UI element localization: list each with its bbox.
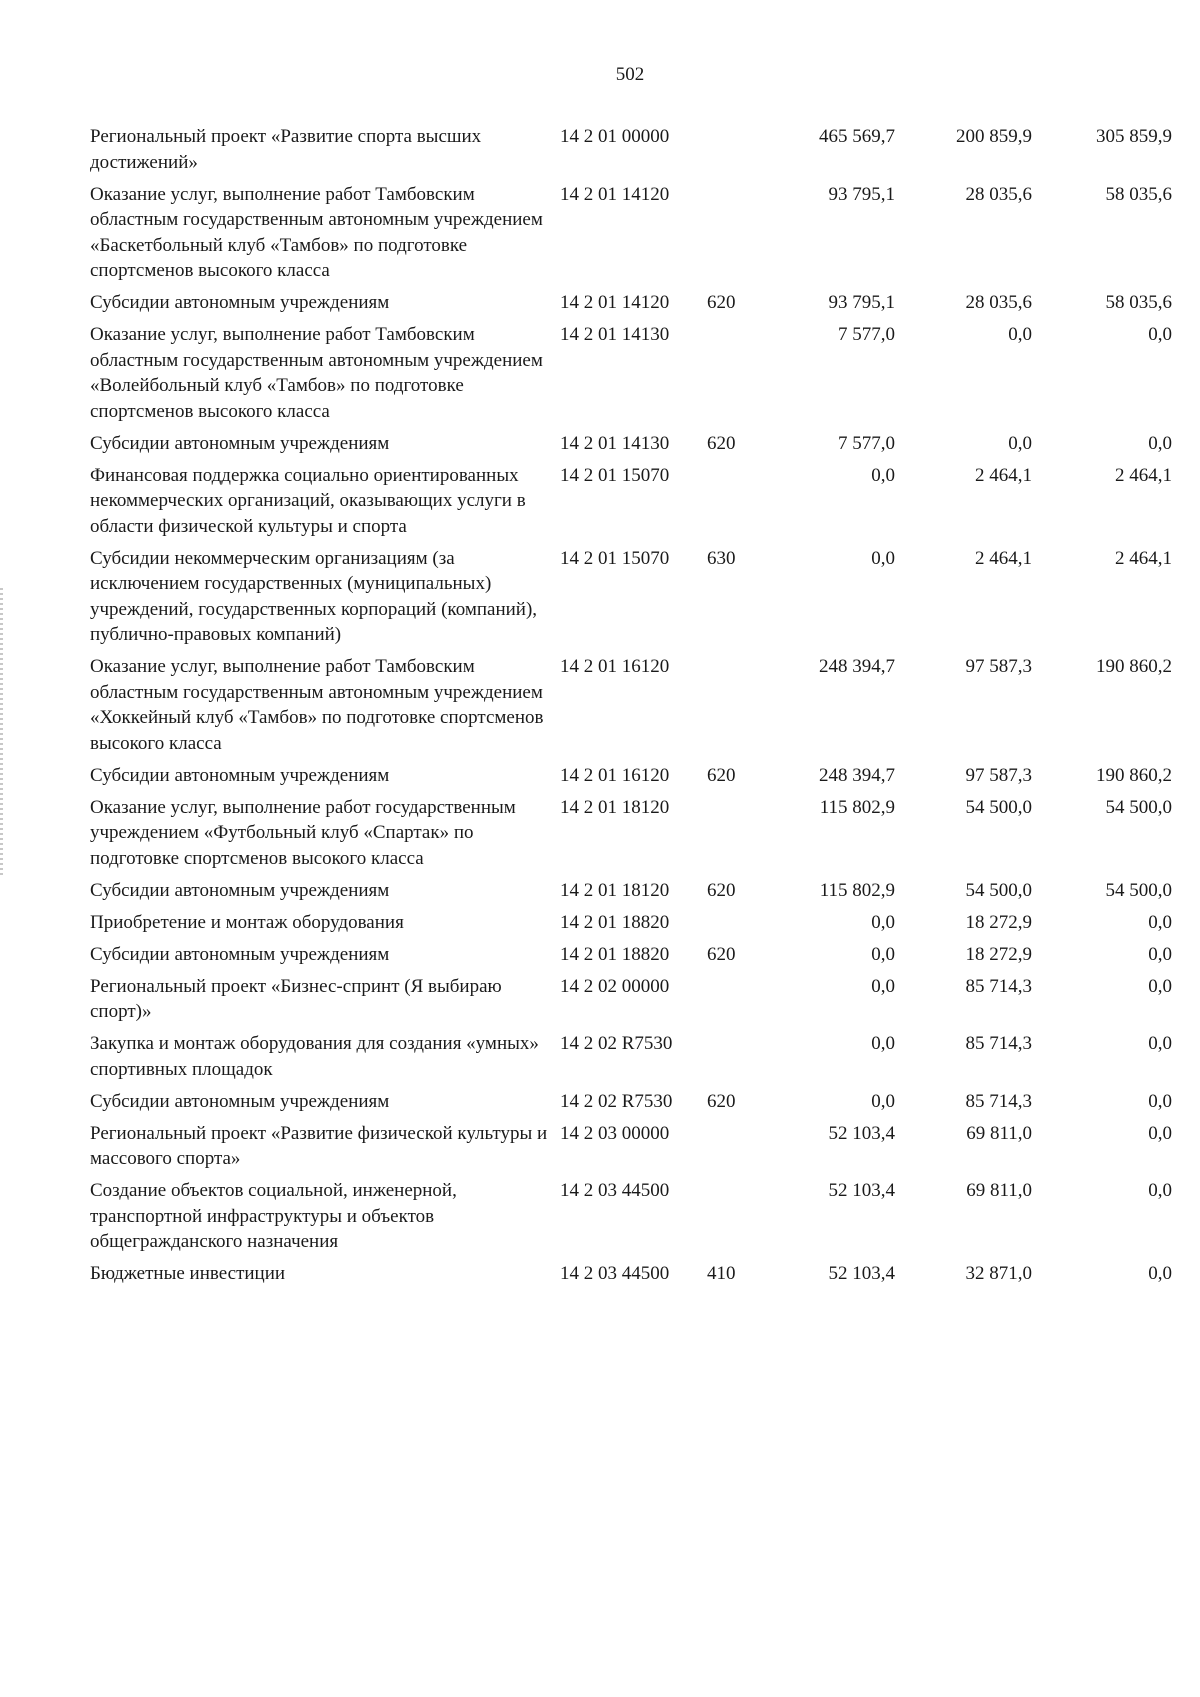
table-row	[90, 182, 1172, 284]
row-amount-1: 0,0	[871, 943, 895, 965]
row-amount-1: 52 103,4	[828, 1180, 895, 1201]
row-amount-1: 115 802,9	[819, 879, 895, 901]
row-name: Субсидии автономным учреждениям	[90, 292, 390, 313]
row-name: Субсидии некоммерческим организациям (за исключением государственных (муниципальных) учреждений, государственных корпораций (компаний), публично-правовых компаний)	[90, 547, 538, 645]
row-amount-2: 85 714,3	[965, 975, 1032, 997]
row-expense-type: 620	[707, 764, 736, 786]
row-code: 14 2 02 00000	[560, 975, 670, 997]
page-number: 502	[615, 64, 645, 85]
row-expense-type: 620	[707, 432, 736, 454]
row-code: 14 2 01 18820	[560, 943, 670, 965]
row-expense-type: 620	[707, 292, 736, 313]
row-code: 14 2 02 R7530	[560, 1033, 673, 1054]
row-amount-2: 32 871,0	[965, 1263, 1032, 1284]
row-amount-2: 2 464,1	[975, 464, 1032, 486]
row-amount-3: 0,0	[1148, 911, 1172, 933]
row-amount-2: 97 587,3	[965, 656, 1032, 677]
row-expense-type: 620	[707, 943, 736, 965]
row-amount-3: 0,0	[1148, 1090, 1172, 1112]
row-name: Оказание услуг, выполнение работ Тамбовским областным государственным автономным учреждением «Волейбольный клуб «Тамбов» по подготовке спортсменов высокого класса	[90, 324, 543, 422]
table-row	[90, 910, 1172, 936]
row-code: 14 2 01 16120	[560, 656, 670, 677]
row-amount-3: 0,0	[1148, 432, 1172, 454]
row-amount-1: 115 802,9	[819, 796, 895, 818]
row-code: 14 2 01 14130	[560, 324, 670, 345]
table-row	[90, 974, 1172, 1025]
table-row	[90, 1261, 1172, 1287]
row-code: 14 2 01 14130	[560, 432, 670, 454]
table-row	[90, 795, 1172, 872]
row-code: 14 2 01 14120	[560, 183, 670, 205]
row-name: Региональный проект «Бизнес-спринт (Я выбираю спорт)»	[90, 975, 502, 1022]
row-amount-3: 0,0	[1148, 1263, 1172, 1284]
row-amount-2: 97 587,3	[965, 764, 1032, 786]
table-row	[90, 1121, 1172, 1172]
table-row	[90, 1089, 1172, 1115]
row-amount-3: 58 035,6	[1105, 183, 1172, 205]
table-row	[90, 878, 1172, 904]
row-name: Бюджетные инвестиции	[90, 1263, 286, 1284]
budget-table	[90, 124, 1172, 1293]
row-amount-2: 85 714,3	[965, 1090, 1032, 1112]
row-amount-3: 0,0	[1148, 975, 1172, 997]
scan-edge-mark	[0, 588, 3, 878]
row-amount-3: 54 500,0	[1105, 879, 1172, 901]
row-code: 14 2 01 18120	[560, 879, 670, 901]
row-amount-1: 52 103,4	[828, 1122, 895, 1144]
row-name: Оказание услуг, выполнение работ Тамбовским областным государственным автономным учреждением «Хоккейный клуб «Тамбов» по подготовке спортсменов высокого класса	[90, 656, 544, 754]
row-name: Закупка и монтаж оборудования для создания «умных» спортивных площадок	[90, 1033, 539, 1080]
table-row	[90, 124, 1172, 175]
row-code: 14 2 01 14120	[560, 292, 670, 313]
row-name: Субсидии автономным учреждениям	[90, 432, 390, 454]
row-name: Субсидии автономным учреждениям	[90, 943, 390, 965]
row-expense-type: 620	[707, 1090, 736, 1112]
row-amount-2: 28 035,6	[965, 292, 1032, 313]
row-amount-1: 7 577,0	[838, 432, 895, 454]
table-row	[90, 942, 1172, 968]
row-code: 14 2 01 16120	[560, 764, 670, 786]
row-amount-2: 18 272,9	[965, 911, 1032, 933]
row-amount-2: 2 464,1	[975, 547, 1032, 569]
row-amount-2: 0,0	[1008, 432, 1032, 454]
row-code: 14 2 03 44500	[560, 1263, 670, 1284]
row-amount-1: 0,0	[871, 975, 895, 997]
row-amount-1: 465 569,7	[819, 126, 895, 147]
row-amount-2: 200 859,9	[956, 126, 1032, 147]
row-name: Создание объектов социальной, инженерной, транспортной инфраструктуры и объектов общегражданского назначения	[90, 1180, 457, 1252]
row-amount-2: 69 811,0	[966, 1180, 1032, 1201]
row-amount-3: 190 860,2	[1096, 764, 1172, 786]
row-amount-1: 0,0	[871, 547, 895, 569]
table-row	[90, 546, 1172, 648]
row-amount-3: 54 500,0	[1105, 796, 1172, 818]
row-amount-3: 0,0	[1148, 1180, 1172, 1201]
row-expense-type: 630	[707, 547, 736, 569]
row-name: Региональный проект «Развитие физической культуры и массового спорта»	[90, 1122, 548, 1169]
table-row	[90, 654, 1172, 756]
row-amount-2: 54 500,0	[965, 879, 1032, 901]
row-amount-3: 305 859,9	[1096, 126, 1172, 147]
row-amount-3: 0,0	[1148, 1122, 1172, 1144]
row-amount-3: 2 464,1	[1115, 464, 1172, 486]
row-amount-2: 85 714,3	[965, 1033, 1032, 1054]
row-expense-type: 410	[707, 1263, 736, 1284]
table-row	[90, 1178, 1172, 1255]
row-amount-3: 190 860,2	[1096, 656, 1172, 677]
row-amount-1: 7 577,0	[838, 324, 895, 345]
row-code: 14 2 01 18120	[560, 796, 670, 818]
table-row	[90, 1031, 1172, 1082]
row-amount-2: 18 272,9	[965, 943, 1032, 965]
row-amount-1: 0,0	[871, 1033, 895, 1054]
table-row	[90, 322, 1172, 424]
table-row	[90, 290, 1172, 316]
row-code: 14 2 01 15070	[560, 547, 670, 569]
row-amount-1: 93 795,1	[828, 292, 895, 313]
row-amount-1: 248 394,7	[819, 764, 895, 786]
row-code: 14 2 01 15070	[560, 464, 670, 486]
row-code: 14 2 01 00000	[560, 126, 670, 147]
table-row	[90, 463, 1172, 540]
row-name: Субсидии автономным учреждениям	[90, 1090, 390, 1112]
row-amount-1: 93 795,1	[828, 183, 895, 205]
table-row	[90, 431, 1172, 457]
row-amount-2: 28 035,6	[965, 183, 1032, 205]
table-row	[90, 763, 1172, 789]
row-amount-3: 2 464,1	[1115, 547, 1172, 569]
row-name: Региональный проект «Развитие спорта высших достижений»	[90, 126, 482, 173]
row-amount-3: 0,0	[1148, 943, 1172, 965]
row-amount-2: 54 500,0	[965, 796, 1032, 818]
row-amount-1: 0,0	[871, 464, 895, 486]
row-amount-1: 248 394,7	[819, 656, 895, 677]
row-name: Оказание услуг, выполнение работ государственным учреждением «Футбольный клуб «Спартак» по подготовке спортсменов высокого класса	[90, 796, 516, 869]
row-amount-2: 69 811,0	[966, 1122, 1032, 1144]
row-amount-3: 58 035,6	[1105, 292, 1172, 313]
row-amount-3: 0,0	[1148, 324, 1172, 345]
row-code: 14 2 02 R7530	[560, 1090, 673, 1112]
row-amount-2: 0,0	[1008, 324, 1032, 345]
row-expense-type: 620	[707, 879, 736, 901]
row-name: Субсидии автономным учреждениям	[90, 879, 390, 901]
row-code: 14 2 01 18820	[560, 911, 670, 933]
row-name: Финансовая поддержка социально ориентированных некоммерческих организаций, оказывающих услуги в области физической культуры и спорта	[90, 464, 526, 537]
row-code: 14 2 03 44500	[560, 1180, 670, 1201]
row-name: Субсидии автономным учреждениям	[90, 764, 390, 786]
row-name: Оказание услуг, выполнение работ Тамбовским областным государственным автономным учреждением «Баскетбольный клуб «Тамбов» по подготовке спортсменов высокого класса	[90, 183, 543, 281]
row-name: Приобретение и монтаж оборудования	[90, 911, 404, 933]
row-amount-1: 52 103,4	[828, 1263, 895, 1284]
row-amount-3: 0,0	[1148, 1033, 1172, 1054]
row-amount-1: 0,0	[871, 1090, 895, 1112]
row-code: 14 2 03 00000	[560, 1122, 670, 1144]
row-amount-1: 0,0	[871, 911, 895, 933]
